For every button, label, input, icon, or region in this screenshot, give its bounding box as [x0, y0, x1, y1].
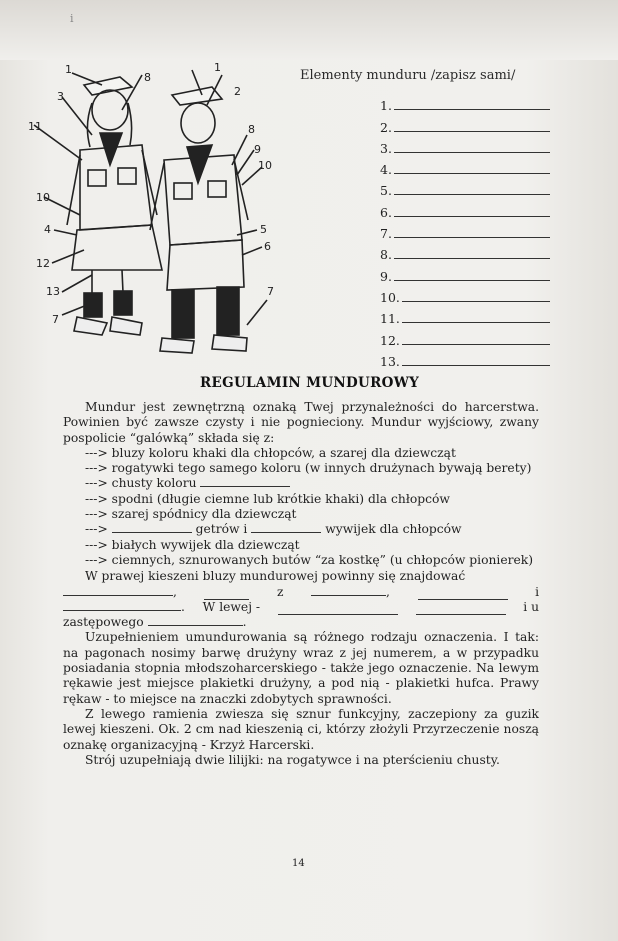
answer-line[interactable]	[402, 344, 550, 345]
list-item: 7.	[380, 220, 550, 241]
figure-label: 7	[52, 313, 59, 326]
page-title: REGULAMIN MUNDUROWY	[200, 375, 420, 391]
figure-label: 2	[234, 85, 241, 98]
figure-label: 11	[28, 120, 42, 133]
list-item: ---> bluzy koloru khaki dla chłopców, a szarej dla dziewcząt	[85, 445, 456, 460]
list-item: ---> ciemnych, sznurowanych butów “za kostkę” (u chłopców pionierek)	[85, 552, 534, 567]
answer-line[interactable]	[394, 237, 550, 238]
figure-label: 12	[36, 257, 50, 270]
figure-label: 8	[248, 123, 255, 136]
figure-label: 1	[65, 63, 72, 76]
list-item: ---> spodni (długie ciemne lub krótkie khaki) dla chłopców	[85, 491, 450, 506]
paragraph: Uzupełnieniem umundurowania są różnego rodzaju oznaczenia. I tak: na pagonach nosimy barwę drużyny wraz z jej numerem, a w przypadku posiadania stopnia młodszoharcerskiego - także jego oznaczenie. Na lewym rękawie jest miejsce plakietki drużyny, a pod nią - plakietki hufca. Prawy rękaw - to miejsce na znaczki zdobytych sprawności.	[63, 630, 539, 706]
page-number: 14	[292, 858, 305, 869]
list-item: ---> getrów i wywijek dla chłopców	[85, 522, 462, 537]
elements-heading: Elementy munduru /zapisz sami/	[300, 68, 516, 83]
blank-field[interactable]	[251, 522, 321, 533]
list-item: 8.	[380, 241, 550, 262]
figure-label: 6	[264, 240, 271, 253]
figure-label: 5	[260, 223, 267, 236]
answer-line[interactable]	[394, 258, 550, 259]
paragraph: zastępowego .	[63, 615, 247, 630]
paragraph: Mundur jest zewnętrzną oznaką Twej przynależności do harcerstwa. Powinien być zawsze czysty i nie pognieciony. Mundur wyjściowy, zwany pospolicie “galówką” składa się z:	[63, 400, 539, 445]
list-item: 6.	[380, 198, 550, 219]
blank-row: . W lewej - i u	[63, 600, 539, 615]
blank-field[interactable]	[311, 585, 386, 596]
list-item: 9.	[380, 262, 550, 283]
blank-field[interactable]	[204, 589, 249, 600]
list-item: ---> rogatywki tego samego koloru (w innych drużynach bywają berety)	[85, 461, 532, 476]
blank-field[interactable]	[63, 585, 173, 596]
paragraph: Z lewego ramienia zwiesza się sznur funkcyjny, zaczepiony za guzik lewej kieszeni. Ok. 2 cm nad kieszenią ci, którzy złożyli Przyrzeczenie noszą oznakę organizacyjną - Krzyż Harcerski.	[63, 706, 539, 752]
body-text	[63, 400, 539, 768]
blank-field[interactable]	[63, 600, 181, 611]
blank-field[interactable]	[278, 604, 398, 615]
list-item: 3.	[380, 135, 550, 156]
answer-line[interactable]	[394, 173, 550, 174]
list-item: 2.	[380, 113, 550, 134]
blank-field[interactable]	[418, 589, 508, 600]
blank-row: , z , i	[63, 585, 539, 600]
blank-field[interactable]	[148, 615, 243, 626]
list-item: 5.	[380, 177, 550, 198]
figure-label: 13	[46, 285, 60, 298]
blank-field[interactable]	[112, 522, 192, 533]
answer-line[interactable]	[394, 280, 550, 281]
page-shadow	[0, 0, 618, 60]
paragraph: W prawej kieszeni bluzy mundurowej powinny się znajdować	[85, 569, 466, 584]
answer-line[interactable]	[402, 322, 550, 323]
answer-line[interactable]	[394, 152, 550, 153]
figure-label: 9	[254, 143, 261, 156]
blank-field[interactable]	[416, 604, 506, 615]
list-item: ---> szarej spódnicy dla dziewcząt	[85, 507, 297, 522]
answer-line[interactable]	[394, 131, 550, 132]
list-item: ---> białych wywijek dla dziewcząt	[85, 537, 300, 552]
answer-line[interactable]	[394, 194, 550, 195]
figure-label: 4	[44, 223, 51, 236]
list-item: 4.	[380, 156, 550, 177]
list-item: 1.	[380, 92, 550, 113]
list-item: 12.	[380, 326, 550, 347]
answer-line[interactable]	[402, 365, 550, 366]
figure-label: 7	[267, 285, 274, 298]
figure-label: 10	[258, 159, 272, 172]
figure-label: 8	[144, 71, 151, 84]
blank-field[interactable]	[200, 476, 290, 487]
figure-label: 10	[36, 191, 50, 204]
list-item: ---> chusty koloru	[63, 476, 539, 491]
figure-label: 3	[57, 90, 64, 103]
figure-label: 1	[214, 61, 221, 74]
scout-uniform-illustration	[22, 55, 292, 375]
answer-line[interactable]	[394, 216, 550, 217]
list-item: 10.	[380, 284, 550, 305]
paragraph: Strój uzupełniają dwie lilijki: na rogatywce i na pterścieniu chusty.	[85, 752, 500, 767]
corner-mark: i	[70, 12, 74, 25]
elements-list	[380, 92, 550, 369]
list-item: 11.	[380, 305, 550, 326]
answer-line[interactable]	[394, 109, 550, 110]
list-item: 13.	[380, 348, 550, 369]
answer-line[interactable]	[402, 301, 550, 302]
